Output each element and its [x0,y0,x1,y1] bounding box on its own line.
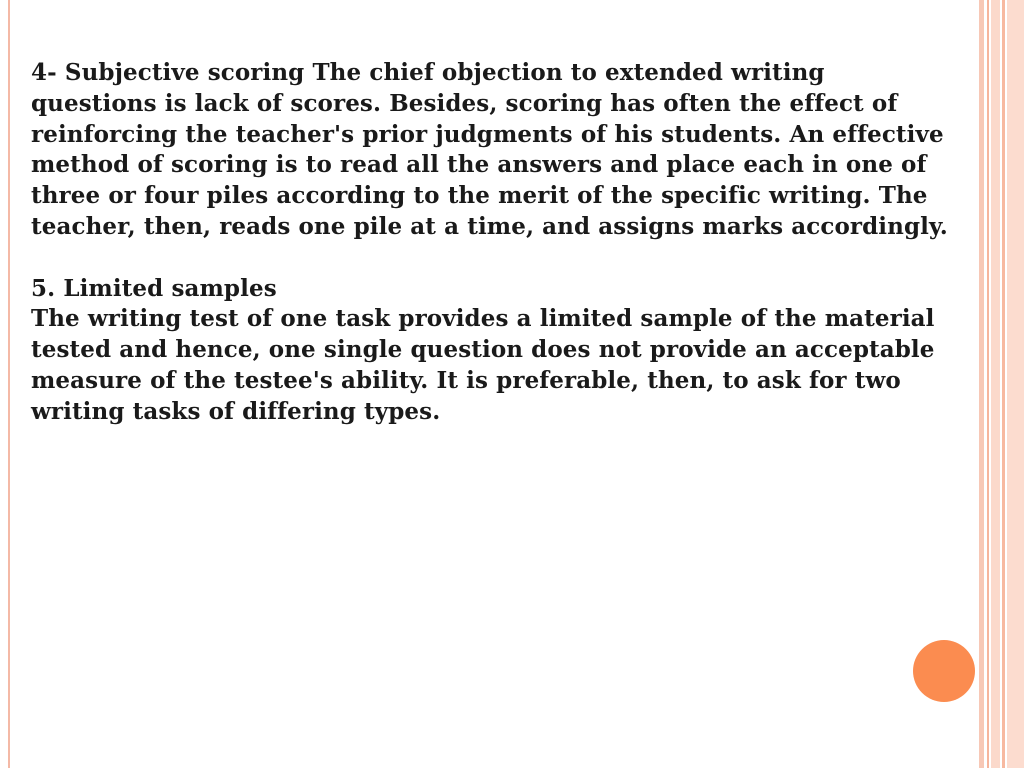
slide-body [31,58,976,428]
text-line: The writing test of one task provides a limited sample of the material [31,305,935,333]
text-line: method of scoring is to read all the answers and place each in one of [31,151,927,179]
text-line: three or four piles according to the merit of the specific writing. The [31,182,928,210]
text-line: teacher, then, reads one pile at a time, and assigns marks accordingly. [31,212,948,240]
text-line: questions is lack of scores. Besides, scoring has often the effect of [31,89,898,117]
text-line: tested and hence, one single question does not provide an acceptable [31,336,935,364]
right-stripe [987,0,989,768]
text-line: 4- Subjective scoring The chief objection to extended writing [31,59,825,86]
right-stripe [979,0,984,768]
right-stripe [1007,0,1024,768]
text-line: measure of the testee's ability. It is preferable, then, to ask for two [31,366,901,394]
paragraph-spacer [31,243,976,274]
section-4-paragraph [31,58,976,243]
decorative-circle [913,640,975,702]
text-line: writing tasks of differing types. [31,397,441,425]
left-border [8,0,10,768]
text-line: reinforcing the teacher's prior judgments of his students. An effective [31,120,944,148]
section-heading: 5. Limited samples [31,274,277,302]
right-stripe [1002,0,1005,768]
right-stripe [991,0,1000,768]
section-5-paragraph [31,274,976,428]
